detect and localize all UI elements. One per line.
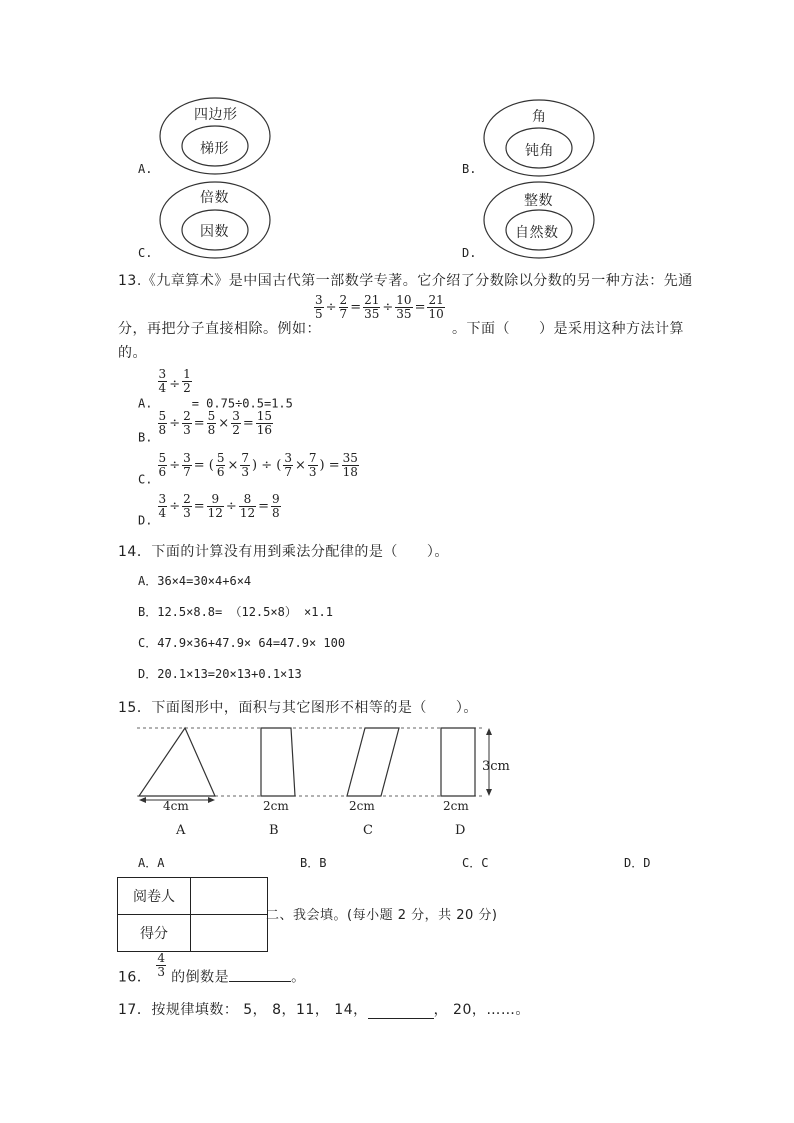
fraction: $\frac{21}{10}$ <box>428 293 444 321</box>
q15-shapes-figure <box>135 722 515 842</box>
fraction: $\frac{5}{6}$ <box>158 451 167 479</box>
q13-stem-line3: 的。 <box>118 345 147 361</box>
q13-stem-line2-suffix: 。下面（ ）是采用这种方法计算 <box>452 321 684 337</box>
venn-inner-label: 钝角 <box>525 143 554 159</box>
fraction: $\frac{3}{7}$ <box>284 451 292 479</box>
q15-option-a: A．A <box>138 856 165 870</box>
height-label: 3cm <box>482 759 510 774</box>
q14-option-c: C．47.9×36+47.9× 64=47.9× 100 <box>138 636 346 650</box>
fraction: $\frac{3}{5}$ <box>315 293 323 321</box>
figure-letter-a: A <box>176 823 186 838</box>
fraction: $\frac{21}{35}$ <box>364 293 380 321</box>
fraction: $\frac{3}{4}$ <box>158 492 167 520</box>
answer-blank-16[interactable] <box>229 967 291 982</box>
shape-b-base-label: 2cm <box>263 799 289 813</box>
venn-inner-label: 梯形 <box>200 141 229 157</box>
venn-outer-label: 角 <box>532 109 547 125</box>
score-cell[interactable] <box>191 915 268 952</box>
q13-option-b: $_{B.}$ $\frac{5}{8}$ ÷ $\frac{2}{3}$ = $\frac{5}{8}$ × $\frac{3}{2}$ = $\frac{15}{16}$ <box>138 409 273 445</box>
grader-label: 阅卷人 <box>118 878 191 915</box>
fraction: $\frac{7}{3}$ <box>241 451 250 479</box>
fraction: $\frac{8}{12}$ <box>239 492 256 520</box>
q17: 17．按规律填数： 5， 8，11， 14， ， 20，……。 <box>118 1002 530 1018</box>
q13-stem-line1: 13.《九章算术》是中国古代第一部数学专著。它介绍了分数除以分数的另一种方法：先通 <box>118 273 693 289</box>
venn-outer-label: 倍数 <box>200 190 229 206</box>
fraction: $\frac{5}{6}$ <box>216 451 225 479</box>
fraction: $\frac{9}{8}$ <box>272 492 280 520</box>
fraction: $\frac{2}{7}$ <box>339 293 348 321</box>
score-table <box>117 877 268 952</box>
q13-option-d: $_{D.}$ $\frac{3}{4}$ ÷ $\frac{2}{3}$ = $\frac{9}{12}$ ÷ $\frac{8}{12}$ = $\frac{9}{8}$ <box>138 492 280 528</box>
figure-letter-d: D <box>455 823 466 838</box>
q14-option-b: B．12.5×8.8= （12.5×8） ×1.1 <box>138 605 333 619</box>
q14-option-d: D．20.1×13=20×13+0.1×13 <box>138 667 302 681</box>
triangle-shape-a <box>139 728 215 796</box>
fraction: $\frac{7}{3}$ <box>308 451 317 479</box>
fraction: $\frac{2}{3}$ <box>183 409 191 437</box>
q15-option-c: C．C <box>462 856 489 870</box>
q15-stem: 15．下面图形中，面积与其它图形不相等的是（ ）。 <box>118 700 478 716</box>
fraction: $\frac{4}{3}$ <box>157 951 166 979</box>
score-label: 得分 <box>118 915 191 952</box>
trapezoid-shape-b <box>261 728 295 796</box>
venn-outer-label: 整数 <box>524 193 553 209</box>
q14-option-a: A．36×4=30×4+6×4 <box>138 574 252 588</box>
q13-stem-line2-prefix: 分，再把分子直接相除。例如： <box>118 321 321 337</box>
shape-d-base-label: 2cm <box>443 799 469 813</box>
venn-inner-label: 自然数 <box>515 225 559 241</box>
q13-example-formula: $\frac{3}{5}$ ÷ $\frac{2}{7}$ = $\frac{21}{35}$ ÷ $\frac{10}{35}$ = $\frac{21}{10}$ <box>315 293 444 321</box>
figure-letter-b: B <box>269 823 279 838</box>
venn-inner-label: 因数 <box>200 224 229 240</box>
fraction: $\frac{3}{7}$ <box>183 451 191 479</box>
fraction: $\frac{5}{8}$ <box>207 409 216 437</box>
fraction: $\frac{15}{16}$ <box>256 409 273 437</box>
option-letter: D. <box>462 246 477 260</box>
rectangle-shape-d <box>441 728 475 796</box>
figure-letter-c: C <box>363 823 373 838</box>
section-2-heading: 二、我会填。(每小题 2 分，共 20 分) <box>266 908 498 923</box>
q14-stem: 14．下面的计算没有用到乘法分配律的是（ ）。 <box>118 544 449 560</box>
q13-option-c: $_{C.}$ $\frac{5}{6}$ ÷ $\frac{3}{7}$ = ( $\frac{5}{6}$ × $\frac{7}{3}$ ) ÷ ( $\frac{3}{7}$ × $\frac{7}{3}$ ) = $\frac{35}{18}$ <box>138 451 358 487</box>
answer-blank-17[interactable] <box>368 1004 434 1019</box>
fraction: $\frac{35}{18}$ <box>342 451 358 479</box>
q15-option-d: D．D <box>624 856 651 870</box>
option-letter: A. <box>138 162 153 176</box>
fraction: $\frac{3}{4}$ <box>158 367 167 395</box>
grader-cell[interactable] <box>191 878 268 915</box>
q15-option-b: B．B <box>300 856 327 870</box>
q16: 16． $\frac{4}{3}$ 的倒数是 。 <box>118 951 306 986</box>
option-letter: C. <box>138 246 153 260</box>
fraction: $\frac{1}{2}$ <box>183 367 191 395</box>
parallelogram-shape-c <box>347 728 399 796</box>
q13-option-a: $_{A.}$ $\frac{3}{4}$ ÷ $\frac{1}{2}$ $_{= 0.75\div 0.5=1.5}$ <box>138 367 293 411</box>
shape-c-base-label: 2cm <box>349 799 375 813</box>
option-letter: B. <box>462 162 477 176</box>
venn-outer-label: 四边形 <box>194 107 238 123</box>
fraction: $\frac{3}{2}$ <box>232 409 240 437</box>
fraction: $\frac{9}{12}$ <box>207 492 223 520</box>
shape-a-base-label: 4cm <box>163 799 189 813</box>
fraction: $\frac{5}{8}$ <box>158 409 167 437</box>
fraction: $\frac{10}{35}$ <box>396 293 412 321</box>
fraction: $\frac{2}{3}$ <box>183 492 191 520</box>
